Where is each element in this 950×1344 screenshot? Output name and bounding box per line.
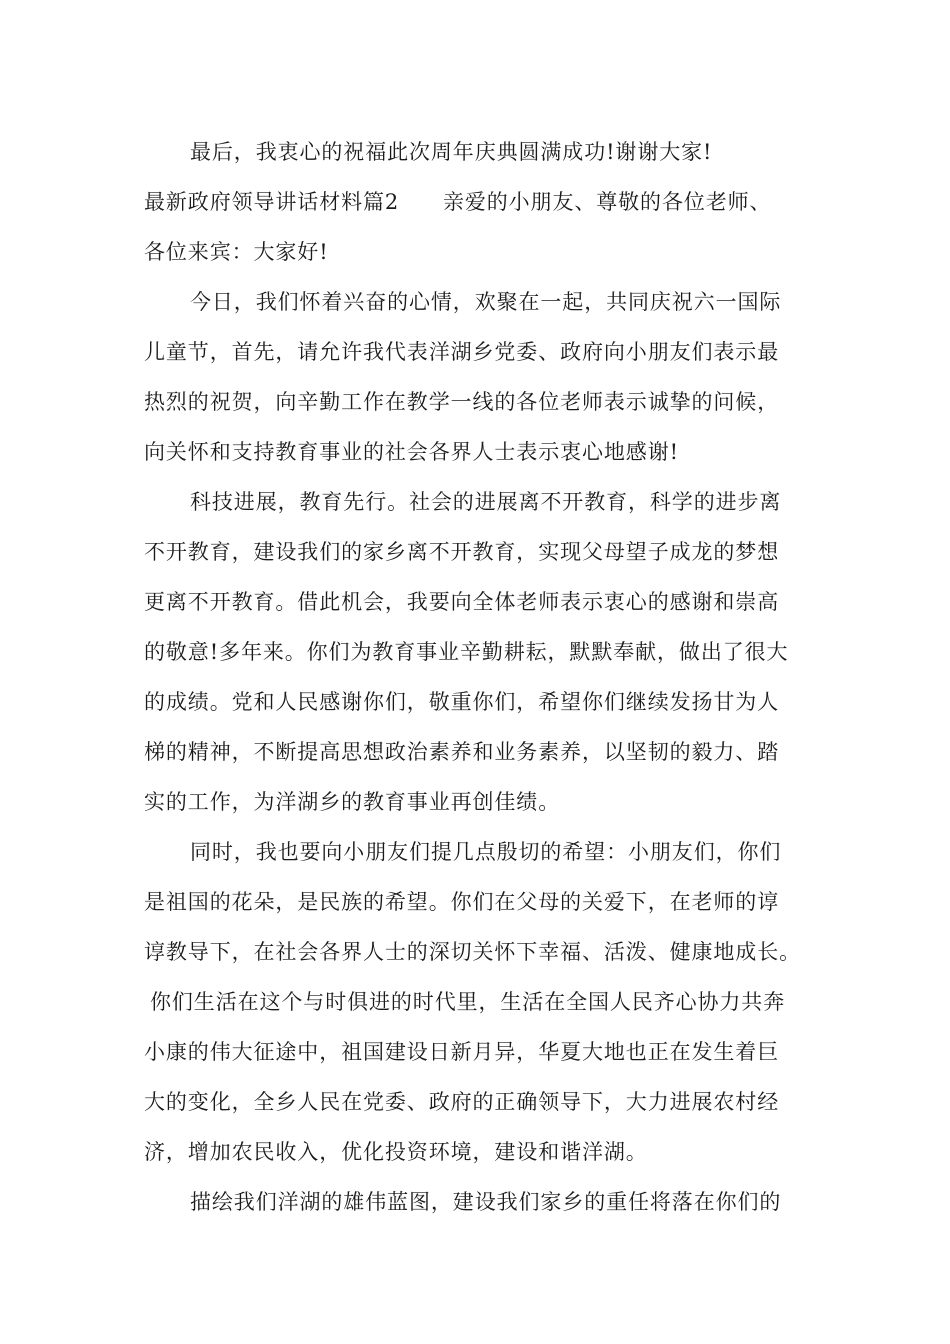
text-line: 梯的精神，不断提高思想政治素养和业务素养，以坚韧的毅力、踏 xyxy=(144,740,780,764)
text-line: 大的变化，全乡人民在党委、政府的正确领导下，大力进展农村经 xyxy=(144,1090,780,1114)
text-line: 同时，我也要向小朋友们提几点殷切的希望：小朋友们，你们 xyxy=(190,840,782,864)
text-line: 各位来宾：大家好! xyxy=(144,240,329,264)
text-line: 向关怀和支持教育事业的社会各界人士表示衷心地感谢! xyxy=(144,440,679,464)
text-line: 最新政府领导讲话材料篇2 亲爱的小朋友、尊敬的各位老师、 xyxy=(144,190,772,214)
text-line: 的敬意!多年来。你们为教育事业辛勤耕耘，默默奉献，做出了很大 xyxy=(144,640,789,664)
text-line: 你们生活在这个与时俱进的时代里，生活在全国人民齐心协力共奔 xyxy=(150,990,786,1014)
text-line: 儿童节，首先，请允许我代表洋湖乡党委、政府向小朋友们表示最 xyxy=(144,340,780,364)
text-line: 更离不开教育。借此机会，我要向全体老师表示衷心的感谢和崇高 xyxy=(144,590,780,614)
text-line: 不开教育，建设我们的家乡离不开教育，实现父母望子成龙的梦想 xyxy=(144,540,780,564)
text-line: 热烈的祝贺，向辛勤工作在教学一线的各位老师表示诚挚的问候， xyxy=(144,390,780,414)
text-line: 今日，我们怀着兴奋的心情，欢聚在一起，共同庆祝六一国际 xyxy=(190,290,782,314)
text-line: 的成绩。党和人民感谢你们，敬重你们，希望你们继续发扬甘为人 xyxy=(144,690,780,714)
text-line: 济，增加农民收入，优化投资环境，建设和谐洋湖。 xyxy=(144,1140,648,1164)
text-line: 科技进展，教育先行。社会的进展离不开教育，科学的进步离 xyxy=(190,490,782,514)
text-line: 小康的伟大征途中，祖国建设日新月异，华夏大地也正在发生着巨 xyxy=(144,1040,780,1064)
text-line: 是祖国的花朵，是民族的希望。你们在父母的关爱下，在老师的谆 xyxy=(144,890,780,914)
text-line: 最后，我衷心的祝福此次周年庆典圆满成功!谢谢大家! xyxy=(190,140,713,164)
text-line: 谆教导下，在社会各界人士的深切关怀下幸福、活泼、健康地成长。 xyxy=(144,940,801,964)
text-line: 实的工作，为洋湖乡的教育事业再创佳绩。 xyxy=(144,790,561,814)
text-line: 描绘我们洋湖的雄伟蓝图，建设我们家乡的重任将落在你们的 xyxy=(190,1190,782,1214)
